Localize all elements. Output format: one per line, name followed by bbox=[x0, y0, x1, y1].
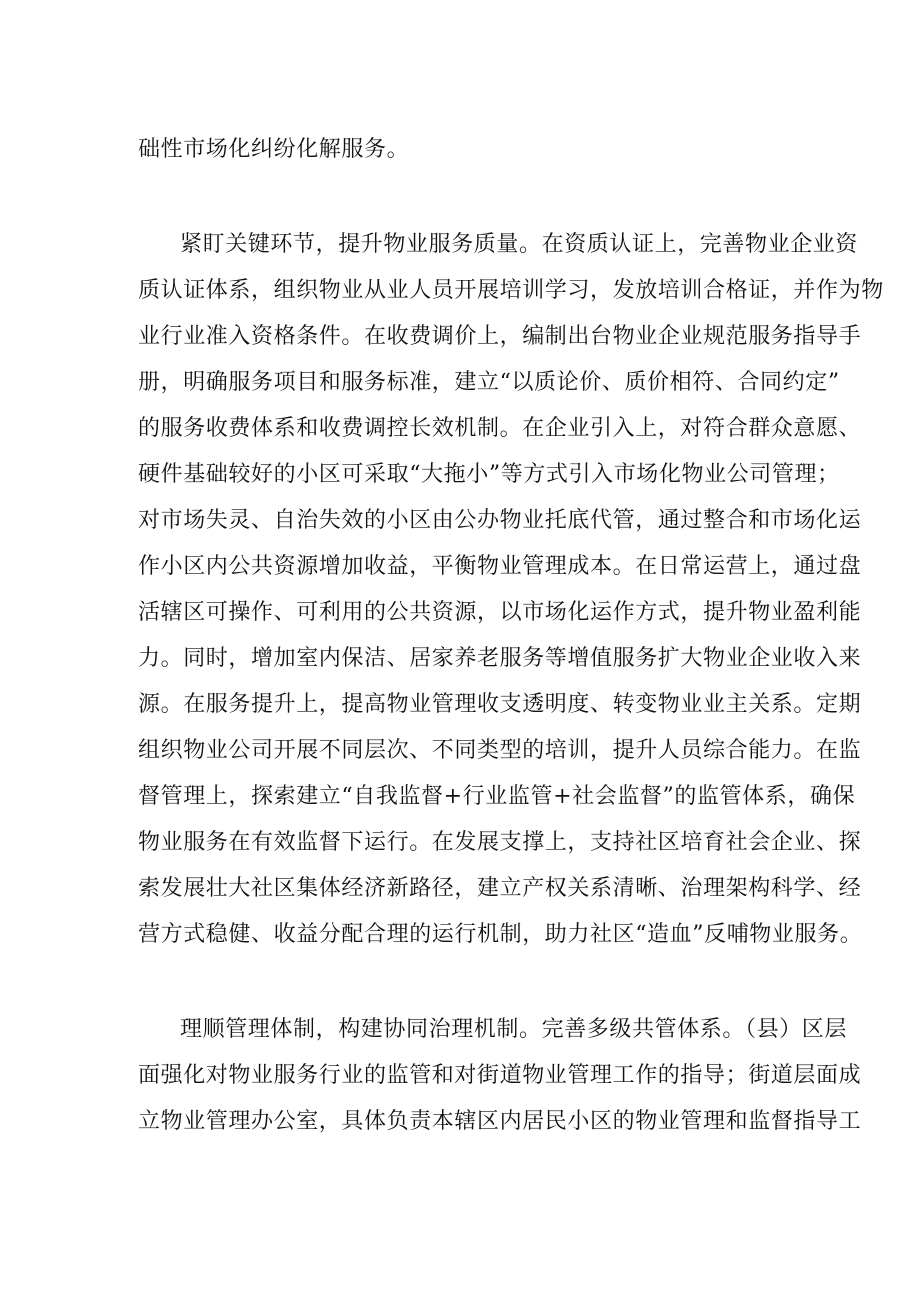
paragraph-2-line-10: 力。同时，增加室内保洁、居家养老服务等增值服务扩大物业企业收入来 bbox=[138, 646, 862, 671]
paragraph-2-line-16: 营方式稳健、收益分配合理的运行机制，助力社区“造血”反哺物业服务。 bbox=[138, 922, 863, 947]
paragraph-3-line-3: 立物业管理办公室，具体负责本辖区内居民小区的物业管理和监督指导工 bbox=[138, 1109, 862, 1134]
paragraph-2-line-13: 督管理上，探索建立“自我监督+行业监管+社会监督”的监管体系，确保 bbox=[138, 784, 856, 809]
paragraph-2-line-8: 作小区内公共资源增加收益，平衡物业管理成本。在日常运营上，通过盘 bbox=[138, 554, 862, 579]
paragraph-2-line-4: 册，明确服务项目和服务标准，建立“以质论价、质价相符、合同约定” bbox=[138, 370, 840, 395]
paragraph-2-line-11: 源。在服务提升上，提高物业管理收支透明度、转变物业业主关系。定期 bbox=[138, 692, 862, 717]
paragraph-2-line-7: 对市场失灵、自治失效的小区由公办物业托底代管，通过整合和市场化运 bbox=[138, 508, 862, 533]
paragraph-1-line-1: 础性市场化纠纷化解服务。 bbox=[138, 137, 410, 162]
paragraph-3-line-1: 理顺管理体制，构建协同治理机制。完善多级共管体系。（县）区层 bbox=[180, 1017, 848, 1042]
paragraph-2-line-2: 质认证体系，组织物业从业人员开展培训学习，发放培训合格证，并作为物 bbox=[138, 278, 884, 303]
paragraph-2-line-9: 活辖区可操作、可利用的公共资源，以市场化运作方式，提升物业盈利能 bbox=[138, 600, 862, 625]
paragraph-2-line-5: 的服务收费体系和收费调控长效机制。在企业引入上，对符合群众意愿、 bbox=[138, 416, 862, 441]
paragraph-2-line-3: 业行业准入资格条件。在收费调价上，编制出台物业企业规范服务指导手 bbox=[138, 324, 862, 349]
paragraph-2-line-6: 硬件基础较好的小区可采取“大拖小”等方式引入市场化物业公司管理； bbox=[138, 462, 840, 487]
paragraph-2-line-15: 索发展壮大社区集体经济新路径，建立产权关系清晰、治理架构科学、经 bbox=[138, 876, 862, 901]
paragraph-3-line-2: 面强化对物业服务行业的监管和对街道物业管理工作的指导；街道层面成 bbox=[138, 1063, 862, 1088]
paragraph-2-line-1: 紧盯关键环节，提升物业服务质量。在资质认证上，完善物业企业资 bbox=[180, 232, 859, 257]
paragraph-2-line-14: 物业服务在有效监督下运行。在发展支撑上，支持社区培育社会企业、探 bbox=[138, 830, 862, 855]
paragraph-2-line-12: 组织物业公司开展不同层次、不同类型的培训，提升人员综合能力。在监 bbox=[138, 738, 862, 763]
